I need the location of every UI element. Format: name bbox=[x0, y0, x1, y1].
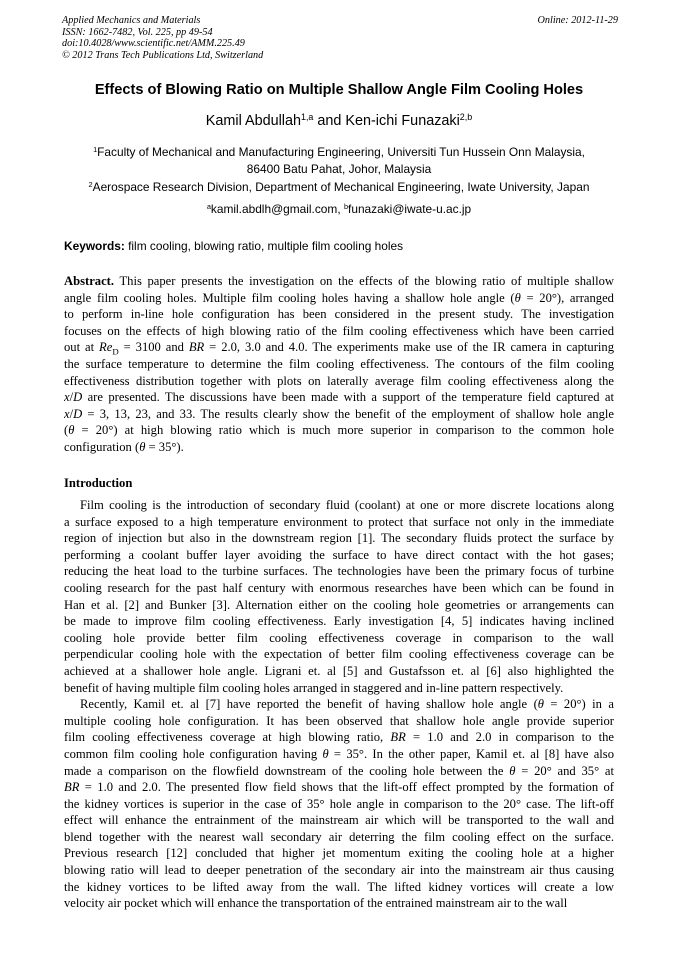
doi-line: doi:10.4028/www.scientific.net/AMM.225.49 bbox=[62, 38, 245, 50]
text-line: Han et al. [2] and Bunker [3]. Alternation either on the cooling hole geometries or arrangements can bbox=[64, 597, 614, 612]
keywords-label: Keywords: bbox=[64, 239, 125, 253]
text-line: the kidney vortices to be lifted away from the wall. The lifted kidney vortices will create a low bbox=[64, 879, 614, 894]
affiliation-text: Faculty of Mechanical and Manufacturing Engineering, Universiti Tun Hussein Onn Malaysia, bbox=[97, 145, 585, 159]
affiliation-line: 86400 Batu Pahat, Johor, Malaysia bbox=[246, 161, 432, 176]
text-line: film cooling effectiveness coverage at high blowing ratio, BR = 1.0 and 2.0 in comparison to the bbox=[64, 730, 614, 745]
author-affiliation-mark: 2,b bbox=[459, 112, 473, 123]
text-line: Previous research [12] concluded that higher jet momentum exiting the cooling hole at a higher bbox=[64, 846, 614, 861]
author-emails bbox=[0, 201, 678, 217]
text-line: configuration (θ = 35°). bbox=[64, 439, 184, 454]
text-line: be made to improve film cooling effectiveness. Early investigation [4, 5] indicates having inclined bbox=[64, 614, 614, 629]
text-fragment: This paper presents the investigation on the effects of the blowing ratio of multiple shallow bbox=[114, 274, 614, 288]
abstract-paragraph bbox=[64, 273, 614, 456]
section-heading: Introduction bbox=[64, 476, 133, 490]
text-line: Film cooling is the introduction of secondary fluid (coolant) at one or more discrete locations along bbox=[80, 498, 614, 512]
text-line: cooling hole provide better film cooling effectiveness coverage in comparison to the wall bbox=[64, 630, 614, 645]
text-line: Recently, Kamil et. al [7] have reported the benefit of having shallow hole angle (θ = 20°) in a bbox=[80, 697, 614, 712]
issn-line: ISSN: 1662-7482, Vol. 225, pp 49-54 bbox=[62, 26, 213, 38]
affiliation-mark: 1 bbox=[93, 144, 98, 154]
author-name: Kamil Abdullah bbox=[205, 113, 301, 129]
email-mark: b bbox=[343, 201, 349, 211]
text-line: BR = 1.0 and 2.0. The presented flow field shows that the lift-off effect prompted by the formation of bbox=[64, 780, 614, 795]
affiliation-line bbox=[0, 144, 678, 161]
text-line: made a comparison on the flowfield downstream of the cooling hole between the θ = 20° and 35° at bbox=[64, 763, 614, 778]
text-line bbox=[64, 273, 614, 290]
text-line: velocity air pocket which will enhance the transportation of the entrained mainstream air to the wall bbox=[64, 896, 568, 911]
affiliation-1 bbox=[0, 144, 678, 177]
email-mark: a bbox=[206, 201, 211, 211]
text-line: to perform in-line hole configuration has been considered in the present study. The investigation bbox=[64, 307, 614, 322]
text-line: perpendicular cooling hole with the expectation of better film cooling effectiveness coverage can be bbox=[64, 647, 614, 662]
text-line: focuses on the effects of high blowing ratio of the film cooling effectiveness which have been carried bbox=[64, 323, 614, 338]
text-line: a surface exposed to a high temperature environment to protect that surface not only in the immediate bbox=[64, 514, 614, 529]
online-date: Online: 2012-11-29 bbox=[537, 15, 618, 26]
author-list bbox=[0, 112, 678, 130]
affiliation-mark: 2 bbox=[88, 179, 93, 189]
text-line: blowing ratio will lead to deeper penetration of the secondary air into the mainstream air thus causing bbox=[64, 863, 614, 878]
journal-name: Applied Mechanics and Materials bbox=[62, 15, 201, 26]
text-line: (θ = 20°) at high blowing ratio which is much more superior in comparison to the common hole bbox=[64, 423, 614, 438]
text-line: reducing the heat load to the turbine surfaces. The technologies have been the primary focus of turbine bbox=[64, 564, 614, 579]
text-line: the surface temperature to determine the film cooling effectiveness. The contours of the film cooling bbox=[64, 356, 614, 371]
journal-header bbox=[62, 15, 618, 61]
author-name: Ken-ichi Funazaki bbox=[345, 113, 460, 129]
text-line: effect will enhance the entrainment of the mainstream air which will be transported to the wall and bbox=[64, 813, 614, 828]
affiliation-text: Aerospace Research Division, Department of Mechanical Engineering, Iwate University, Japan bbox=[92, 180, 590, 194]
paper-title: Effects of Blowing Ratio on Multiple Shallow Angle Film Cooling Holes bbox=[94, 82, 584, 98]
text-line: benefit of having multiple film cooling holes arranged in staggered and in-line pattern respectively. bbox=[64, 680, 564, 695]
text-line: blend together with the nearest wall secondary air deterring the film cooling effect on the surface. bbox=[64, 829, 614, 844]
affiliation-line bbox=[0, 179, 678, 196]
text-line: performing a coolant buffer layer avoiding the surface to have direct contact with the hot gases; bbox=[64, 547, 614, 562]
email-link[interactable]: funazaki@iwate-u.ac.jp bbox=[348, 202, 472, 216]
text-line: the kidney vortices is superior in the case of 35° hole angle in comparison to the 20° case. The lift-off bbox=[64, 796, 614, 811]
author-affiliation-mark: 1,a bbox=[301, 112, 314, 123]
text-line: effectiveness distribution together with plots on laterally average film cooling effectiveness along the bbox=[64, 373, 614, 388]
text-line: x/D are presented. The discussions have been made with a support of the temperature field captured at bbox=[64, 390, 614, 405]
author-conjunction: and bbox=[313, 113, 346, 129]
copyright-line: © 2012 Trans Tech Publications Ltd, Switzerland bbox=[62, 49, 264, 61]
email-link[interactable]: kamil.abdlh@gmail.com, bbox=[210, 202, 344, 216]
text-line: region of injection but also in the downstream region [1]. The secondary fluids protect the surface by bbox=[64, 531, 614, 546]
text-line: cooling research for the past half century with enormous researches have been which can be found in bbox=[64, 580, 614, 595]
keywords-text: film cooling, blowing ratio, multiple film cooling holes bbox=[124, 239, 404, 253]
text-line: common film cooling hole configuration having θ = 35°. In the other paper, Kamil et. al [8] have also bbox=[64, 746, 614, 761]
keywords-line bbox=[64, 238, 614, 254]
introduction-body bbox=[64, 497, 614, 912]
text-line: angle film cooling holes. Multiple film cooling holes having a shallow hole angle (θ = 20°), arranged bbox=[64, 290, 614, 305]
text-line: out at $Re_D = 3100$ and BR = 2.0, 3.0 and 4.0. The experiments make use of the IR camera in capturing bbox=[64, 340, 614, 356]
text-line: achieved at a shallower hole angle. Ligrani et. al [5] and Gustafsson et. al [6] also highlighted the bbox=[64, 663, 614, 678]
abstract-label: Abstract. bbox=[64, 274, 115, 288]
text-line: multiple cooling hole configuration. It has been observed that shallow hole angle provide superior bbox=[64, 713, 614, 728]
affiliation-2 bbox=[0, 179, 678, 196]
text-line: x/D = 3, 13, 23, and 33. The results clearly show the benefit of the employment of shallow hole angle bbox=[64, 406, 614, 421]
